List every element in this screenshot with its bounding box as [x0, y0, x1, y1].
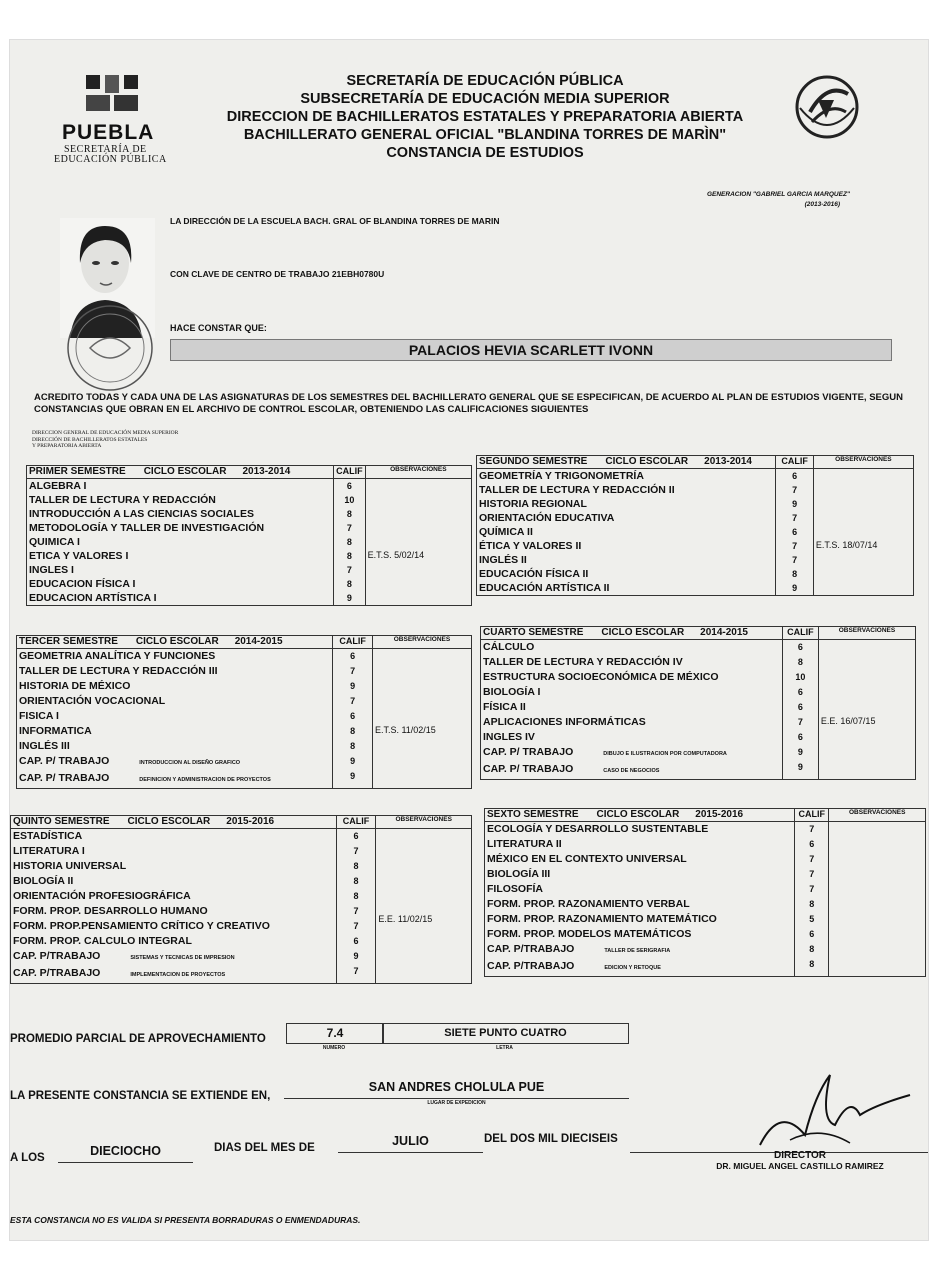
director-block — [700, 1150, 900, 1172]
semester-header — [477, 456, 776, 469]
subject-grade: 6 — [792, 527, 798, 537]
promedio-letra: SIETE PUNTO CUATRO — [382, 1023, 629, 1044]
observaciones-header: OBSERVACIONES — [365, 466, 471, 479]
subject-row — [13, 874, 334, 889]
subject-grade: 8 — [353, 876, 359, 886]
subject-row — [19, 679, 330, 694]
subjects-column — [485, 822, 795, 977]
subject-name: FORM. PROP. CALCULO INTEGRAL — [13, 935, 192, 947]
header-line4: BACHILLERATO GENERAL OFICIAL "BLANDINA TORRES DE MARÌN" — [243, 127, 727, 143]
subject-name: MÉXICO EN EL CONTEXTO UNIVERSAL — [487, 853, 687, 865]
subject-grade: 7 — [809, 884, 815, 894]
expedicion-mes: JULIO — [338, 1134, 483, 1153]
grades-column — [782, 640, 818, 780]
hace-constar-line: HACE CONSTAR QUE: — [170, 323, 267, 333]
puebla-logo — [50, 75, 185, 170]
subject-grade: 9 — [346, 593, 352, 603]
observations-column — [813, 469, 913, 596]
subject-name: INGLÉS II — [479, 554, 527, 566]
subject-grade: 6 — [797, 732, 803, 742]
puebla-logo-sub1: SECRETARÍA DE — [64, 144, 147, 155]
subject-grade: 8 — [346, 537, 352, 547]
subject-grade: 8 — [346, 551, 352, 561]
subject-row — [483, 700, 780, 715]
subject-name: QUÍMICA II — [479, 526, 533, 538]
school-emblem-icon — [788, 72, 866, 142]
subject-grade: 9 — [350, 681, 356, 691]
a-los-label: A LOS — [10, 1152, 45, 1164]
subject-name: FISICA I — [19, 710, 59, 722]
subject-grade: 8 — [797, 657, 803, 667]
subject-name: CÁLCULO — [483, 641, 535, 653]
subject-name: CAP. P/ TRABAJO — [19, 772, 110, 784]
semester-table — [26, 465, 472, 606]
semester-header — [485, 809, 795, 822]
observaciones-header: OBSERVACIONES — [813, 456, 913, 469]
subject-note: SISTEMAS Y TECNICAS DE IMPRESION — [130, 955, 235, 961]
subject-grade: 7 — [353, 966, 359, 976]
subject-name: GEOMETRIA ANALÍTICA Y FUNCIONES — [19, 650, 216, 662]
subject-note: DEFINICION Y ADMINISTRACION DE PROYECTOS — [139, 777, 271, 783]
subject-note: TALLER DE SERIGRAFIA — [604, 948, 671, 954]
observaciones-header: OBSERVACIONES — [376, 816, 472, 829]
ciclo-years: 2014-2015 — [234, 636, 283, 647]
subject-row — [29, 549, 331, 563]
subject-grade: 9 — [792, 583, 798, 593]
subject-grade: 6 — [353, 831, 359, 841]
subject-grade: 8 — [346, 509, 352, 519]
observation-value: E.T.S. 11/02/15 — [374, 725, 436, 735]
subject-row — [487, 942, 792, 959]
subject-row — [483, 745, 780, 762]
subject-name: FORM. PROP. DESARROLLO HUMANO — [13, 905, 208, 917]
subject-row — [29, 591, 331, 605]
subject-row — [13, 859, 334, 874]
subject-row — [29, 493, 331, 507]
ciclo-label: CICLO ESCOLAR — [135, 636, 219, 647]
subject-grade: 6 — [353, 936, 359, 946]
subject-name: TALLER DE LECTURA Y REDACCIÓN III — [19, 665, 218, 677]
subject-row — [479, 539, 773, 553]
subject-grade: 8 — [350, 726, 356, 736]
subject-grade: 7 — [353, 906, 359, 916]
subject-grade: 7 — [346, 565, 352, 575]
subjects-column — [27, 479, 334, 606]
subject-grade: 8 — [350, 741, 356, 751]
header-line3: DIRECCION DE BACHILLERATOS ESTATALES Y PREPARATORIA ABIERTA — [226, 109, 744, 125]
subject-grade: 8 — [346, 579, 352, 589]
subject-name: TALLER DE LECTURA Y REDACCIÓN II — [479, 484, 675, 496]
semester-header — [481, 627, 783, 640]
director-signature — [700, 1065, 920, 1155]
subject-row — [483, 730, 780, 745]
semester-title: TERCER SEMESTRE — [19, 636, 118, 647]
subject-name: EDUCACIÓN FÍSICA II — [479, 568, 589, 580]
ciclo-label: CICLO ESCOLAR — [596, 809, 680, 820]
subject-grade: 8 — [792, 569, 798, 579]
subject-row — [19, 739, 330, 754]
subject-name: TALLER DE LECTURA Y REDACCIÓN — [29, 494, 216, 506]
subject-name: ORIENTACIÓN PROFESIOGRÁFICA — [13, 890, 191, 902]
subject-name: ECOLOGÍA Y DESARROLLO SUSTENTABLE — [487, 823, 709, 835]
observations-column — [376, 829, 472, 984]
ciclo-label: CICLO ESCOLAR — [601, 627, 685, 638]
grades-column — [333, 649, 373, 789]
observation-value: E.E. 16/07/15 — [820, 716, 876, 726]
subject-name: CAP. P/TRABAJO — [487, 960, 575, 972]
subject-row — [487, 897, 792, 912]
director-name: DR. MIGUEL ANGEL CASTILLO RAMIREZ — [716, 1161, 884, 1171]
school-clave-line: CON CLAVE DE CENTRO DE TRABAJO 21EBH0780U — [170, 269, 385, 279]
semester-title: QUINTO SEMESTRE — [13, 816, 110, 827]
semester-header — [17, 636, 333, 649]
subject-grade: 7 — [350, 666, 356, 676]
subjects-column — [17, 649, 333, 789]
semester-title: PRIMER SEMESTRE — [29, 466, 126, 477]
subject-name: BIOLOGÍA III — [487, 868, 551, 880]
expedicion-lugar: SAN ANDRES CHOLULA PUE — [284, 1080, 629, 1099]
subject-grade: 9 — [797, 762, 803, 772]
semester-table — [480, 626, 916, 780]
subject-row — [13, 949, 334, 966]
observation-value: E.T.S. 5/02/14 — [367, 550, 425, 560]
subject-grade: 9 — [353, 951, 359, 961]
subject-name: HISTORIA UNIVERSAL — [13, 860, 127, 872]
generation-label — [690, 190, 850, 210]
calif-header: CALIF — [333, 636, 373, 649]
promedio-letra-caption: LETRA — [496, 1045, 513, 1051]
student-photo — [60, 218, 155, 398]
subject-row — [19, 694, 330, 709]
header-line5: CONSTANCIA DE ESTUDIOS — [386, 145, 584, 161]
subject-grade: 7 — [792, 513, 798, 523]
subject-name: CAP. P/TRABAJO — [13, 967, 101, 979]
subject-row — [483, 640, 780, 655]
grades-column — [795, 822, 829, 977]
subject-grade: 8 — [809, 944, 815, 954]
seal-text-line3: Y PREPARATORIA ABIERTA — [32, 443, 102, 449]
subject-name: CAP. P/ TRABAJO — [483, 746, 574, 758]
subject-row — [483, 685, 780, 700]
subject-grade: 5 — [809, 914, 815, 924]
expedicion-dia: DIECIOCHO — [58, 1144, 193, 1163]
semester-title: SEGUNDO SEMESTRE — [479, 456, 588, 467]
subject-note: EDICION Y RETOQUE — [604, 965, 661, 971]
observation-value: E.E. 11/02/15 — [378, 914, 433, 924]
ciclo-label: CICLO ESCOLAR — [605, 456, 689, 467]
subject-grade: 6 — [809, 929, 815, 939]
observaciones-header: OBSERVACIONES — [829, 809, 926, 822]
puebla-logo-word: PUEBLA — [62, 121, 155, 144]
puebla-logo-sub2: EDUCACIÓN PÚBLICA — [54, 154, 167, 165]
semester-title: SEXTO SEMESTRE — [487, 809, 579, 820]
promedio-numero: 7.4 — [286, 1023, 384, 1044]
subject-name: LITERATURA II — [487, 838, 562, 850]
subject-row — [487, 837, 792, 852]
subject-row — [13, 934, 334, 949]
subject-name: APLICACIONES INFORMÁTICAS — [483, 716, 646, 728]
subject-row — [19, 771, 330, 788]
subjects-column — [477, 469, 776, 596]
semester-table — [10, 815, 472, 984]
expedicion-lugar-caption: LUGAR DE EXPEDICION — [427, 1100, 486, 1106]
subject-grade: 6 — [797, 687, 803, 697]
subject-name: EDUCACIÓN ARTÍSTICA II — [479, 582, 610, 594]
subject-name: ETICA Y VALORES I — [29, 550, 129, 562]
subject-note: INTRODUCCION AL DISEÑO GRAFICO — [139, 760, 241, 766]
subject-grade: 9 — [797, 747, 803, 757]
subject-grade: 6 — [792, 471, 798, 481]
school-direction-line: LA DIRECCIÓN DE LA ESCUELA BACH. GRAL OF BLANDINA TORRES DE MARIN — [170, 216, 500, 226]
calif-header: CALIF — [334, 466, 366, 479]
subject-row — [13, 829, 334, 844]
expedicion-label: LA PRESENTE CONSTANCIA SE EXTIENDE EN, — [10, 1090, 271, 1102]
subject-name: ESTRUCTURA SOCIOECONÓMICA DE MÉXICO — [483, 671, 719, 683]
subject-grade: 9 — [792, 499, 798, 509]
subject-row — [479, 483, 773, 497]
subject-name: ESTADÍSTICA — [13, 830, 83, 842]
subject-row — [483, 670, 780, 685]
expedicion-anio: DEL DOS MIL DIECISEIS — [484, 1133, 618, 1145]
observations-column — [372, 649, 471, 789]
subject-name: FILOSOFÍA — [487, 883, 543, 895]
subject-grade: 6 — [797, 702, 803, 712]
semester-header — [27, 466, 334, 479]
ciclo-years: 2014-2015 — [700, 627, 748, 638]
ciclo-years: 2013-2014 — [704, 456, 752, 467]
subject-grade: 7 — [353, 846, 359, 856]
subject-grade: 7 — [792, 555, 798, 565]
subject-row — [487, 822, 792, 837]
subject-grade: 8 — [353, 891, 359, 901]
dias-del-mes-label: DIAS DEL MES DE — [214, 1142, 315, 1154]
semester-table — [16, 635, 472, 789]
grades-column — [336, 829, 376, 984]
subject-name: HISTORIA DE MÉXICO — [19, 680, 131, 692]
subject-row — [487, 927, 792, 942]
subject-row — [479, 525, 773, 539]
subject-grade: 7 — [353, 921, 359, 931]
footer-note: ESTA CONSTANCIA NO ES VALIDA SI PRESENTA BORRADURAS O ENMENDADURAS. — [10, 1215, 361, 1225]
subject-name: CAP. P/TRABAJO — [487, 943, 575, 955]
subject-row — [487, 852, 792, 867]
calif-header: CALIF — [782, 627, 818, 640]
subject-row — [19, 754, 330, 771]
subject-row — [29, 521, 331, 535]
subject-name: HISTORIA REGIONAL — [479, 498, 587, 510]
subject-name: EDUCACION FÍSICA I — [29, 578, 136, 590]
generation-name: GENERACION "GABRIEL GARCIA MARQUEZ" — [706, 191, 850, 198]
promedio-label: PROMEDIO PARCIAL DE APROVECHAMIENTO — [10, 1033, 266, 1045]
subject-row — [487, 867, 792, 882]
subject-name: INGLES I — [29, 564, 74, 576]
subject-row — [19, 649, 330, 664]
subject-grade: 7 — [792, 485, 798, 495]
calif-header: CALIF — [795, 809, 829, 822]
subject-row — [487, 959, 792, 976]
subject-row — [13, 919, 334, 934]
subject-row — [19, 709, 330, 724]
subject-name: CAP. P/ TRABAJO — [19, 755, 110, 767]
document-header — [185, 72, 785, 162]
subject-row — [479, 553, 773, 567]
subject-name: FÍSICA II — [483, 701, 526, 713]
subject-name: FORM. PROP.PENSAMIENTO CRÍTICO Y CREATIVO — [13, 920, 270, 932]
subject-name: LITERATURA I — [13, 845, 85, 857]
observaciones-header: OBSERVACIONES — [372, 636, 471, 649]
subject-name: INTRODUCCIÓN A LAS CIENCIAS SOCIALES — [29, 508, 254, 520]
subject-name: CAP. P/ TRABAJO — [483, 763, 574, 775]
subject-row — [13, 966, 334, 983]
subject-grade: 10 — [795, 672, 806, 682]
subject-name: ORIENTACIÓN EDUCATIVA — [479, 512, 615, 524]
subject-grade: 6 — [346, 481, 352, 491]
subject-row — [29, 479, 331, 493]
seal-text-line2: DIRECCIÓN DE BACHILLERATOS ESTATALES — [32, 436, 148, 443]
ciclo-years: 2015-2016 — [226, 816, 275, 827]
seal-text-line1: DIRECCION GENERAL DE EDUCACIÓN MEDIA SUPERIOR — [32, 430, 179, 436]
subject-row — [479, 497, 773, 511]
ciclo-label: CICLO ESCOLAR — [127, 816, 211, 827]
subject-row — [487, 882, 792, 897]
subject-name: GEOMETRÍA Y TRIGONOMETRÍA — [479, 470, 644, 482]
subject-row — [29, 535, 331, 549]
observations-column — [818, 640, 915, 780]
subject-name: ALGEBRA I — [29, 480, 87, 492]
observaciones-header: OBSERVACIONES — [818, 627, 915, 640]
subject-row — [483, 655, 780, 670]
subject-name: FORM. PROP. RAZONAMIENTO MATEMÁTICO — [487, 913, 717, 925]
subjects-column — [481, 640, 783, 780]
subject-row — [479, 511, 773, 525]
subject-name: INGLÉS III — [19, 740, 70, 752]
observations-column — [365, 479, 471, 606]
subject-grade: 6 — [809, 839, 815, 849]
observation-value: E.T.S. 18/07/14 — [815, 540, 878, 550]
subject-name: BIOLOGÍA I — [483, 686, 541, 698]
subject-grade: 7 — [797, 717, 803, 727]
header-line1: SECRETARÍA DE EDUCACIÓN PÚBLICA — [346, 73, 624, 89]
grades-column — [776, 469, 813, 596]
subject-row — [483, 715, 780, 730]
subject-grade: 7 — [809, 869, 815, 879]
seal-text — [32, 430, 192, 450]
subject-name: ÉTICA Y VALORES II — [479, 540, 582, 552]
semester-title: CUARTO SEMESTRE — [483, 627, 584, 638]
subject-grade: 7 — [350, 696, 356, 706]
semester-table — [476, 455, 914, 596]
subject-name: QUIMICA I — [29, 536, 80, 548]
calif-header: CALIF — [776, 456, 813, 469]
subject-name: INGLES IV — [483, 731, 535, 743]
subject-row — [29, 563, 331, 577]
calif-header: CALIF — [336, 816, 376, 829]
subject-note: CASO DE NEGOCIOS — [603, 768, 660, 774]
promedio-numero-caption: NUMERO — [322, 1045, 346, 1051]
subject-row — [13, 904, 334, 919]
subject-grade: 9 — [350, 771, 356, 781]
semester-header — [11, 816, 337, 829]
subject-grade: 7 — [792, 541, 798, 551]
subject-name: EDUCACION ARTÍSTICA I — [29, 592, 157, 604]
subject-grade: 7 — [809, 854, 815, 864]
subject-name: FORM. PROP. MODELOS MATEMÁTICOS — [487, 928, 692, 940]
subject-row — [487, 912, 792, 927]
header-line2: SUBSECRETARÍA DE EDUCACIÓN MEDIA SUPERIOR — [300, 91, 670, 107]
generation-years: (2013-2016) — [804, 201, 840, 208]
ciclo-label: CICLO ESCOLAR — [143, 466, 227, 477]
observations-column — [829, 822, 926, 977]
subject-grade: 7 — [346, 523, 352, 533]
subject-grade: 6 — [797, 642, 803, 652]
subject-row — [29, 507, 331, 521]
student-name: PALACIOS HEVIA SCARLETT IVONN — [170, 339, 892, 361]
subject-name: METODOLOGÍA Y TALLER DE INVESTIGACIÓN — [29, 522, 265, 534]
subject-name: TALLER DE LECTURA Y REDACCIÓN IV — [483, 656, 683, 668]
subject-row — [479, 581, 773, 595]
subject-row — [13, 844, 334, 859]
semester-table — [484, 808, 926, 977]
grades-column — [334, 479, 366, 606]
subject-row — [13, 889, 334, 904]
subject-grade: 6 — [350, 711, 356, 721]
acreditation-paragraph: ACREDITO TODAS Y CADA UNA DE LAS ASIGNATURAS DE LOS SEMESTRES DEL BACHILLERATO GENERAL QUE SE ESPECIFICAN, DE ACUERDO AL PLAN DE ESTUDIOS VIGENTE, SEGUN CONSTANCIAS QUE OBRAN EN EL ARCHIVO DE CONTROL ESCOLAR, OBTENIENDO LAS CALIFICACIONES SIGUIENTES — [34, 392, 903, 415]
subject-grade: 7 — [809, 824, 815, 834]
subject-row — [19, 664, 330, 679]
subject-name: ORIENTACIÓN VOCACIONAL — [19, 695, 166, 707]
subject-grade: 8 — [809, 959, 815, 969]
subject-grade: 10 — [344, 495, 355, 505]
subject-name: BIOLOGÍA II — [13, 875, 74, 887]
director-title: DIRECTOR — [773, 1150, 827, 1161]
subject-note: IMPLEMENTACION DE PROYECTOS — [130, 972, 226, 978]
subjects-column — [11, 829, 337, 984]
subject-note: DIBUJO E ILUSTRACION POR COMPUTADORA — [603, 751, 727, 757]
subject-row — [19, 724, 330, 739]
subject-name: FORM. PROP. RAZONAMIENTO VERBAL — [487, 898, 690, 910]
subject-row — [483, 762, 780, 779]
subject-name: INFORMATICA — [19, 725, 92, 737]
subject-grade: 9 — [350, 756, 356, 766]
subject-grade: 8 — [809, 899, 815, 909]
subject-row — [479, 567, 773, 581]
subject-name: CAP. P/TRABAJO — [13, 950, 101, 962]
subject-grade: 6 — [350, 651, 356, 661]
puebla-emblem-icon — [86, 75, 138, 115]
ciclo-years: 2013-2014 — [242, 466, 291, 477]
subject-row — [29, 577, 331, 591]
subject-grade: 8 — [353, 861, 359, 871]
ciclo-years: 2015-2016 — [695, 809, 744, 820]
subject-row — [479, 469, 773, 483]
